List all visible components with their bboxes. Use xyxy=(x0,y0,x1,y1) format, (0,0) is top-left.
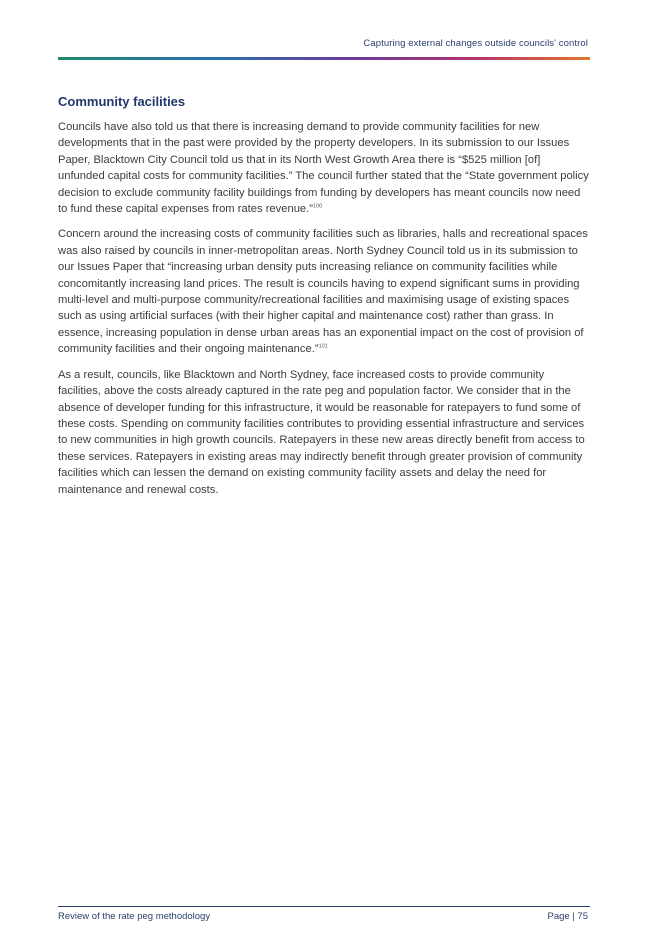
footer-document-title: Review of the rate peg methodology xyxy=(58,911,211,922)
paragraph-3 xyxy=(58,367,590,498)
paragraph-3-text: As a result, councils, like Blacktown and North Sydney, face increased costs to provide community facilities, above the costs already captured in the rate peg and population factor. We consider that in the absence of developer funding for this infrastructure, it would be reasonable for ratepayers to fund some of these costs. Spending on community facilities contributes to providing essential infrastructure and services to new communities in high growth councils. Ratepayers in these new areas directly benefit from access to these services. Ratepayers in existing areas may indirectly benefit through greater provision of community facilities which can lessen the demand on existing community facility assets and delay the need for maintenance and renewal costs. xyxy=(58,368,585,496)
footer-page-number: Page | 75 xyxy=(547,911,588,922)
footnote-ref-100[interactable]: 100 xyxy=(312,203,323,210)
paragraph-1-text: Councils have also told us that there is increasing demand to provide community facilities for new developments that in the past were provided by the property developers. In its submission to our Issues Paper, Blacktown City Council told us that in its North West Growth Area there is “$525 million [of] unfunded capital costs for community facilities.” The council further stated that the “State government policy decision to exclude community facility buildings from funding by developers has meant councils now need to fund these capital expenses from rates revenue.” xyxy=(58,121,589,216)
page-content xyxy=(58,94,590,507)
section-heading: Community facilities xyxy=(58,94,186,109)
paragraph-2 xyxy=(58,226,590,357)
footnote-ref-101[interactable]: 101 xyxy=(318,343,328,350)
paragraph-2-text: Concern around the increasing costs of community facilities such as libraries, halls and recreational spaces was also raised by councils in inner-metropolitan areas. North Sydney Council told us in its submission to our Issues Paper that “increasing urban density puts increasing reliance on community facilities while concomitantly increasing land prices. The result is councils having to expend significant sums in providing multi-level and multi-purpose community/recreational facilities and maximising usage of existing spaces such as using artificial surfaces (with their higher capital and maintenance cost) rather than grass. In essence, increasing population in dense urban areas has an exponential impact on the cost of provision of community facilities and their ongoing maintenance.” xyxy=(58,228,588,356)
running-header: Capturing external changes outside councils' control xyxy=(363,38,588,49)
header-rule xyxy=(58,57,590,60)
paragraph-1 xyxy=(58,119,590,217)
footer-rule xyxy=(58,906,590,907)
